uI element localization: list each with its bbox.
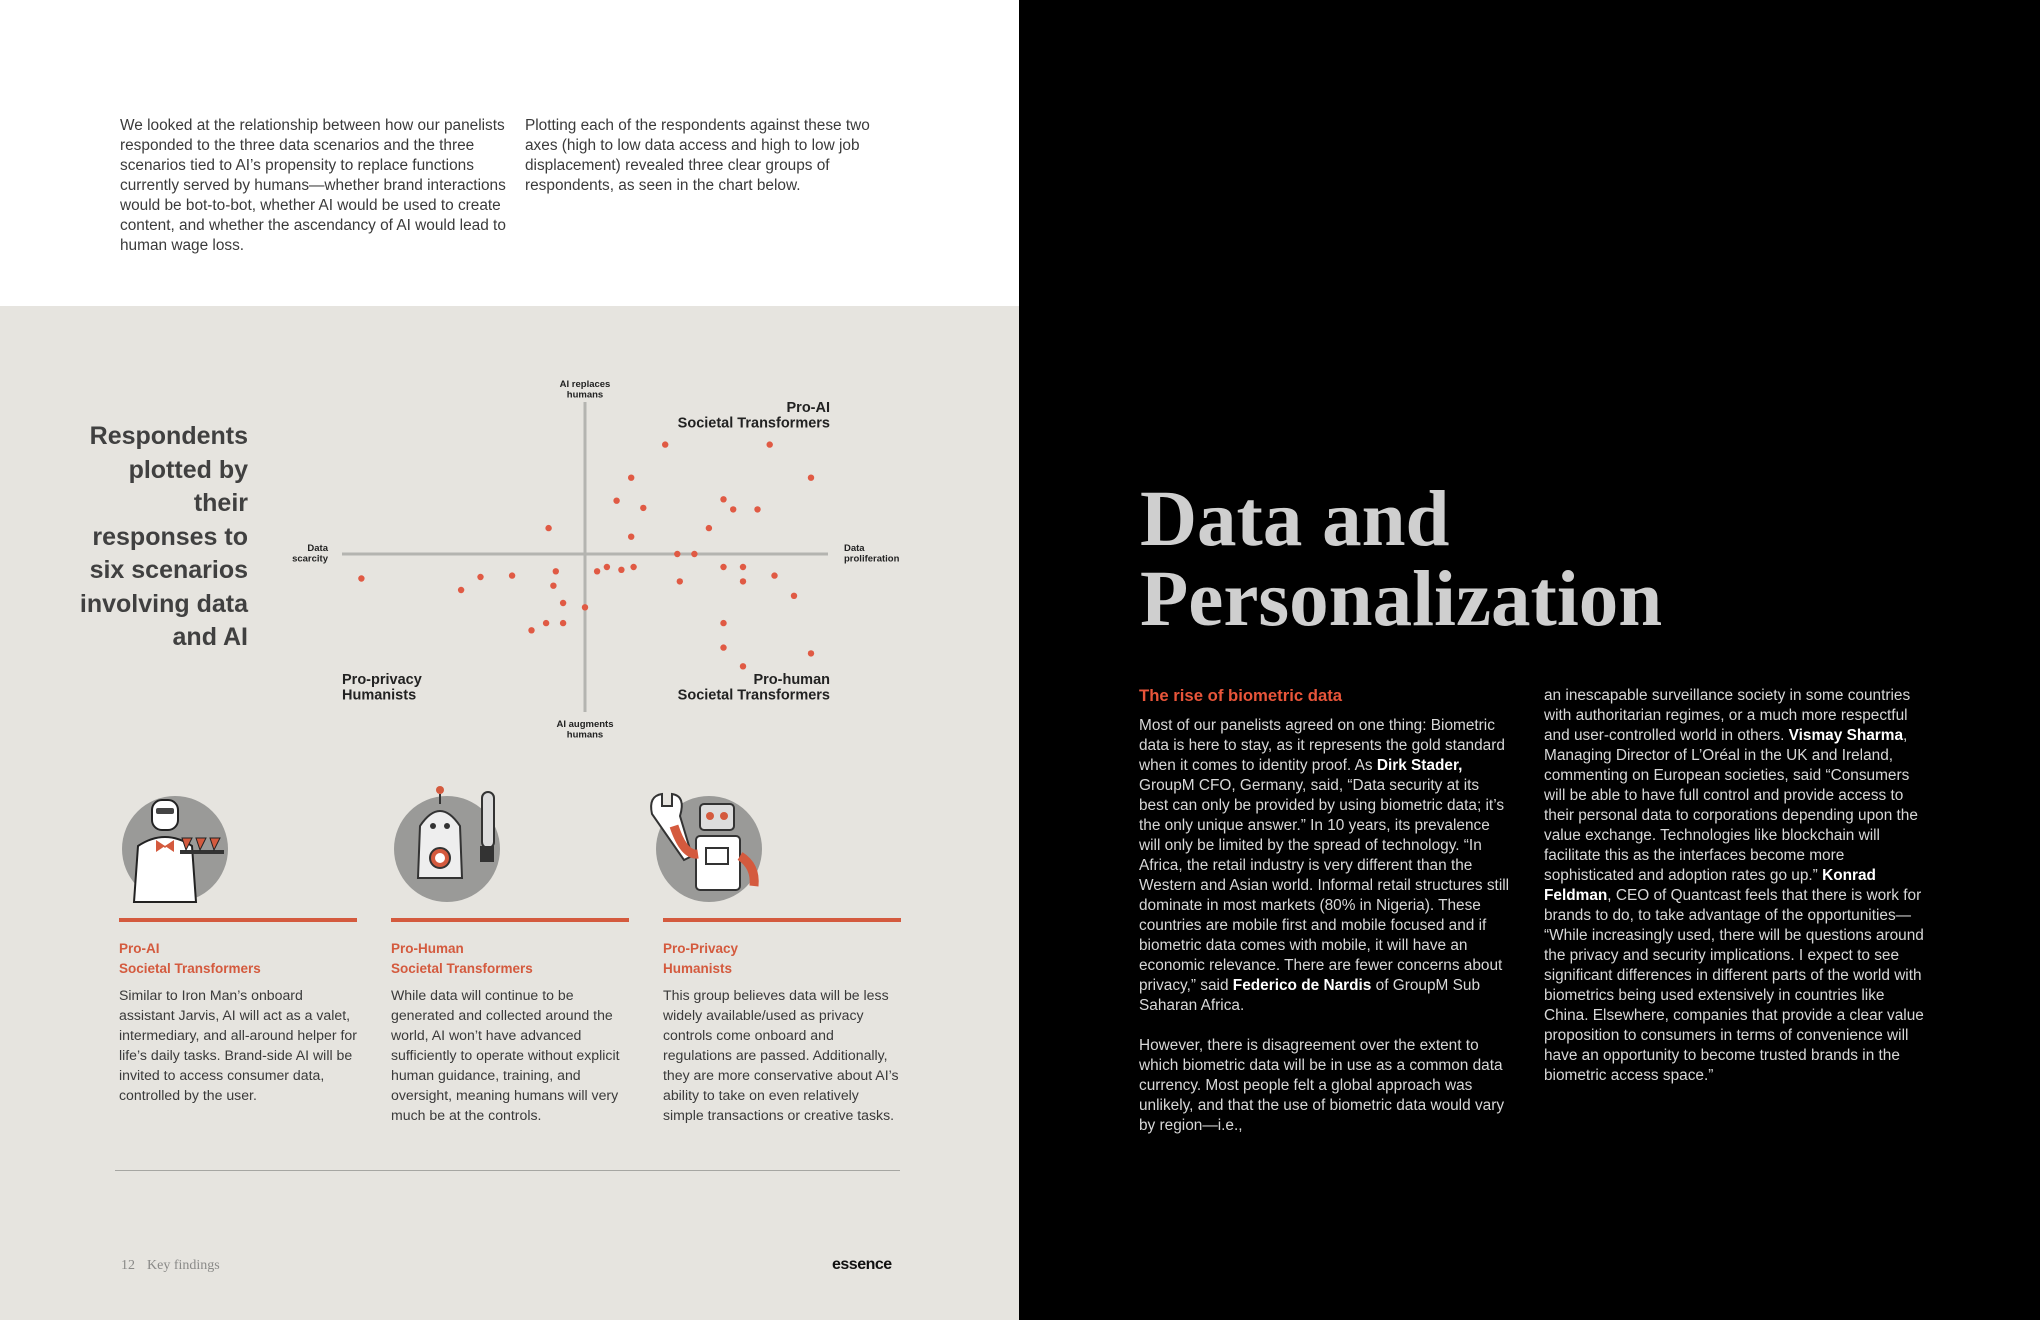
data-point <box>528 627 534 633</box>
person-name: Dirk Stader, <box>1376 757 1463 774</box>
data-point <box>628 534 634 540</box>
quadrant-label-pro-ai <box>678 400 830 432</box>
card-title: Pro-Human <box>391 941 464 956</box>
card-rule <box>663 918 901 922</box>
section-heading: The rise of biometric data <box>1139 686 1343 705</box>
chart-labels <box>292 379 900 740</box>
axis-label-top-line: humans <box>566 389 604 401</box>
data-point <box>550 583 556 589</box>
data-point <box>720 644 726 650</box>
data-point <box>740 578 746 584</box>
data-point <box>582 604 588 610</box>
text-run: GroupM CFO, Germany, said, “Data security at its best can only be provided by using biometric data; it’s the only unique answer.” In 10 years, its prevalence will only be limited by the spread of technology. “In Africa, the retail industry is very different than the Western and Asian world. Informal retail structures still dominate in most markets (80% in Nigeria). These countries are mobile first and mobile focused and if biometric data comes with mobile, it will have an economic relevance. There are fewer concerns about privacy,” said <box>1139 777 1510 994</box>
data-point <box>477 574 483 580</box>
brand-logo: essence <box>832 1256 892 1273</box>
section-name: Key findings <box>147 1258 220 1273</box>
quadrant-label-pro-privacy-line: Humanists <box>342 687 417 704</box>
quadrant-label-pro-human <box>678 672 830 704</box>
data-point <box>640 505 646 511</box>
data-point <box>677 578 683 584</box>
article-column-1 <box>1139 716 1511 1156</box>
page-footer <box>121 1258 232 1274</box>
data-point <box>594 568 600 574</box>
quadrant-label-pro-privacy-line: Pro-privacy <box>342 672 422 688</box>
intro-column-1: We looked at the relationship between how our panelists responded to the three data scenarios and the three scenarios tied to AI’s propensity to replace functions currently served by humans—whether brand interactions would be bot-to-bot, whether AI would be used to create content, and whether the ascendancy of AI would lead to human wage loss. <box>120 117 506 254</box>
data-point <box>720 564 726 570</box>
data-point <box>740 564 746 570</box>
card-title: Pro-Privacy <box>663 941 739 956</box>
robot-privacy-illustration <box>644 786 774 906</box>
data-point <box>771 572 777 578</box>
intro-column-2: Plotting each of the respondents against these two axes (high to low data access and high to low job displacement) revealed three clear groups of respondents, as seen in the chart below. <box>525 117 870 194</box>
card-pro-privacy <box>663 918 901 1125</box>
axis-label-top <box>560 379 611 400</box>
data-point <box>767 441 773 447</box>
data-point <box>740 663 746 669</box>
axis-label-bottom-line: AI augments <box>556 719 614 730</box>
data-point <box>553 568 559 574</box>
axis-label-bottom <box>556 719 613 740</box>
data-point <box>618 567 624 573</box>
chart-axes <box>342 402 828 712</box>
card-body: Similar to Iron Man’s onboard assistant Jarvis, AI will act as a valet, intermediary, and all-around helper for life’s daily tasks. Brand-side AI will be invited to access consumer data, controlled by the user. <box>119 987 357 1103</box>
data-point <box>662 441 668 447</box>
robot-waiter-illustration <box>110 786 240 906</box>
axis-label-right <box>844 543 900 564</box>
axis-label-right-line: proliferation <box>844 553 900 565</box>
data-point <box>730 506 736 512</box>
page-title-line-2: Personalization <box>1140 556 1663 643</box>
text-run: , Managing Director of L’Oréal in the UK and Ireland, commenting on European societies, said “Consumers will be able to have full control and provide access to their personal data to corporations depending upon the value exchange. Technologies like blockchain will facilitate this as the interfaces become more sophisticated and adoption rates go up.” <box>1544 727 1918 884</box>
page-title-line-1: Data and <box>1140 476 1450 563</box>
chart-heading: Respondents plotted by their responses to six scenarios involving data and AI <box>79 422 248 651</box>
data-point <box>628 475 634 481</box>
quadrant-label-pro-privacy <box>342 672 422 704</box>
quadrant-label-pro-human-line: Pro-human <box>753 672 830 688</box>
text-run: , CEO of Quantcast feels that there is work for brands to do, to take advantage of the opportunities— “While increasingly used, there will be questions around the privacy and security implications. I expect to see significant differences in different parts of the world with biometrics being used extensively in countries like China. Elsewhere, companies that provide a clear value proposition to consumers in terms of convenience will have an opportunity to become trusted brands in the biometric access space.” <box>1544 887 1924 1084</box>
text-run: of GroupM Sub Saharan Africa. <box>1139 977 1481 1014</box>
axis-label-right-line: Data <box>844 543 865 554</box>
data-point <box>545 525 551 531</box>
person-name: Vismay Sharma <box>1788 727 1904 744</box>
data-point <box>720 620 726 626</box>
data-point <box>808 475 814 481</box>
quadrant-label-pro-ai-line: Pro-AI <box>786 400 830 416</box>
article-paragraph <box>1139 716 1511 1016</box>
data-point <box>674 551 680 557</box>
article-paragraph: However, there is disagreement over the extent to which biometric data will be in use as a common data currency. Most people felt a global approach was unlikely, and that the use of biometric data would vary by region—i.e., <box>1139 1037 1505 1134</box>
data-point <box>358 575 364 581</box>
data-point <box>560 600 566 606</box>
data-point <box>754 506 760 512</box>
data-point <box>720 496 726 502</box>
page-title <box>1140 476 1940 643</box>
data-point <box>509 572 515 578</box>
data-point <box>791 593 797 599</box>
robot-chef-illustration <box>382 786 512 906</box>
data-point <box>458 587 464 593</box>
card-title: Pro-AI <box>119 941 160 956</box>
card-subtitle: Societal Transformers <box>119 960 261 976</box>
person-name: Federico de Nardis <box>1232 977 1372 994</box>
data-point <box>604 564 610 570</box>
data-point <box>560 620 566 626</box>
person-name: Konrad Feldman <box>1544 867 1876 904</box>
data-point <box>630 564 636 570</box>
axis-label-bottom-line: humans <box>566 729 604 741</box>
card-subtitle: Societal Transformers <box>391 960 533 976</box>
axis-label-left-line: Data <box>307 543 328 554</box>
scatter-chart <box>280 370 920 760</box>
article-column-2 <box>1544 686 1924 1106</box>
text-run: an inescapable surveillance society in some countries with authoritarian regimes, or a much more respectful and user-controlled world in others. <box>1544 687 1911 744</box>
data-point <box>706 525 712 531</box>
card-body: While data will continue to be generated and collected around the world, AI won’t have advanced sufficiently to operate without explicit human guidance, training, and oversight, meaning humans will very much be at the controls. <box>391 987 620 1123</box>
axis-label-top-line: AI replaces <box>559 379 611 390</box>
card-subtitle: Humanists <box>663 960 733 976</box>
quadrant-label-pro-ai-line: Societal Transformers <box>677 415 830 432</box>
card-rule <box>119 918 357 922</box>
article-paragraph <box>1544 686 1924 1086</box>
quadrant-label-pro-human-line: Societal Transformers <box>677 687 830 704</box>
data-point <box>691 551 697 557</box>
axis-label-left-line: scarcity <box>292 553 328 565</box>
data-point <box>543 620 549 626</box>
data-point <box>808 650 814 656</box>
axis-label-left <box>292 543 329 564</box>
card-pro-human <box>391 918 629 1125</box>
footnote-divider <box>115 1170 900 1171</box>
page-number: 12 <box>121 1258 135 1273</box>
text-run: Most of our panelists agreed on one thing: Biometric data is here to stay, as it represents the gold standard when it comes to identity proof. As <box>1139 717 1505 774</box>
card-pro-ai <box>119 918 357 1105</box>
card-rule <box>391 918 629 922</box>
card-body: This group believes data will be less widely available/used as privacy controls come onboard and regulations are passed. Additionally, they are more conservative about AI’s ability to take on even relatively simple transactions or creative tasks. <box>663 987 899 1123</box>
data-point <box>613 498 619 504</box>
